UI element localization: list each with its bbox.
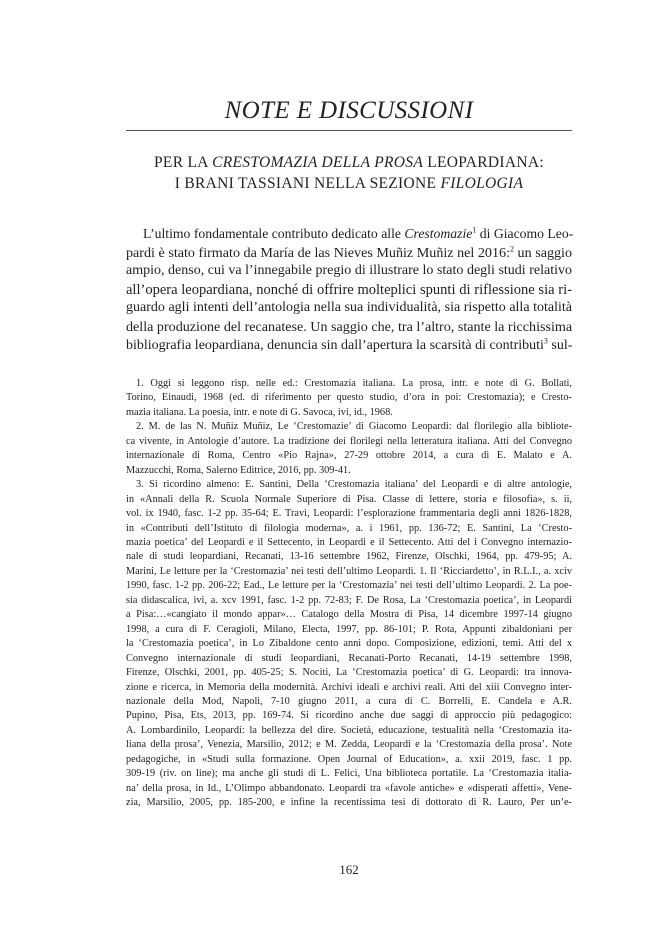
text-run-italic: Crestomazie — [404, 226, 473, 241]
footnote-line: mazia poetica’ del Leopardi e il Settecento, in Leopardi e il Settecento. Atti del i Convegno internazio- — [126, 536, 572, 548]
footnote-line: nazionale della Mod, Napoli, 7-10 giugno 2011, a cura di C. Borrelli, E. Candela e A.R. — [126, 695, 572, 707]
footnote-line: 1998, a cura di F. Ceragioli, Milano, Electa, 1997, pp. 86-101; P. Rota, Appunti zibaldoniani per — [126, 623, 572, 635]
page-number: 162 — [339, 862, 359, 877]
article-title-text: I BRANI TASSIANI NELLA SEZIONE — [174, 175, 441, 192]
body-line — [126, 244, 572, 263]
title-rule — [126, 130, 572, 131]
text-run: un saggio — [514, 244, 573, 261]
footnote-line: Firenze, Olschki, 2001, pp. 405-25; S. Nociti, La ‘Crestomazia poetica’ di G. Leopardi: tra innova- — [126, 667, 572, 679]
body-line: ampio, denso, cui va l’innegabile pregio di illustrare lo stato degli studi relativo — [126, 263, 572, 279]
article-title-italic: FILOLOGIA — [440, 175, 524, 192]
footnote-ref: 1 — [472, 225, 477, 235]
footnote-line: mazia italiana. La poesia, intr. e note di G. Savoca, ivi, id., 1968. — [126, 406, 393, 418]
section-title: NOTE E DISCUSSIONI — [224, 97, 474, 124]
article-title — [126, 152, 572, 194]
article-title-text: LEOPARDIANA: — [423, 154, 544, 171]
footnote-line: nale di studi leopardiani, Recanati, 13-16 settembre 1962, Firenze, Olschki, 1964, pp. 479-95; A. — [126, 551, 572, 563]
footnote-line: Pupino, Pisa, Ets, 2013, pp. 169-74. Si ricordino anche due saggi di approccio più pedagogico: — [126, 710, 572, 722]
footnote-line: 3. Si ricordino almeno: E. Santini, Della ‘Crestomazia italiana’ del Leopardi e di altre antologie, — [136, 479, 572, 491]
text-run: sul- — [547, 337, 573, 353]
body-line: guardo agli intenti dell’antologia nella sua individualità, sia rispetto alla totalità — [126, 300, 572, 316]
footnote-line: la ‘Crestomazia poetica’, in Lo Zibaldone cento anni dopo. Composizione, edizioni, temi. Atti del x — [126, 638, 572, 650]
footnote-line: zia, Marsilio, 2005, pp. 185-200, e infine la recentissima tesi di dottorato di R. Lauro, Per un’e- — [126, 797, 572, 809]
footnote-ref: 3 — [543, 335, 548, 345]
footnotes — [126, 377, 572, 811]
article-title-italic: CRESTOMAZIA DELLA PROSA — [212, 154, 424, 171]
body-line — [126, 225, 572, 244]
footnote-line: 1990, fasc. 1-2 pp. 206-22; Ead., Le letture per la ‘Crestomazia’ nei testi dell’ultimo Leopardi. 2. La poe- — [126, 580, 572, 592]
article-title-line-1 — [126, 152, 572, 173]
article-title-line-2 — [126, 173, 572, 194]
footnote-line: in «Contributi dell’Istituto di filologia moderna», a. i 1961, pp. 136-72; E. Santini, La ‘Cresto- — [126, 522, 572, 534]
footnote-line: Convegno internazionale di studi leopardiani, Recanati-Porto Recanati, 14-19 settembre 1998, — [126, 652, 572, 664]
footnote-line: 1. Oggi si leggono risp. nelle ed.: Crestomazia italiana. La prosa, intr. e note di G. Bollati, — [136, 378, 572, 389]
text-run: bibliografia leopardiana, denuncia sin dall’apertura la scarsità di contributi — [126, 337, 544, 353]
footnote-line: zione e ricerca, in Memoria della modernità. Archivi ideali e archivi reali. Atti del xiii Convegno inter- — [126, 681, 572, 693]
footnote-line: in «Annali della R. Scuola Normale Superiore di Pisa. Classe di lettere, storia e filosofia», s. ii, — [126, 493, 572, 505]
footnote-line: Torino, Einaudi, 1968 (ed. di riferimento per questo studio, d’ora in poi: Crestomazia); e Cresto- — [126, 392, 572, 404]
footnote-line: vol. ix 1940, fasc. 1-2 pp. 35-64; E. Travi, Leopardi: l’esplorazione frammentaria degli anni 1826-1828, — [126, 508, 572, 520]
text-run: pardi è stato firmato da María de las Nieves Muñiz Muñiz nel 2016: — [126, 244, 510, 261]
footnote-line: pedagogiche, in «Studi sulla formazione. Open Journal of Education», a. xxii 2019, fasc. 1 pp. — [126, 753, 572, 765]
footnote-line: internazionale di Roma, Centro «Pio Rajna», 27-29 ottobre 2014, a cura di E. Malato e A. — [126, 450, 572, 462]
footnote-line: 2. M. de las N. Muñiz Muñiz, Le ‘Crestomazie’ di Giacomo Leopardi: dal florilegio alla bibliote- — [136, 421, 572, 433]
footnote-line: liana della prosa’, Venezia, Marsilio, 2012; e M. Zedda, Leopardi e la ‘Crestomazia della prosa’. Note — [126, 739, 572, 751]
body-line: della produzione del recanatese. Un saggio che, tra l’altro, stante la ricchissima — [126, 318, 573, 335]
footnote-line: 309-19 (riv. on line); ma anche gli studi di L. Felici, Una biblioteca portatile. La ‘Crestomazia italia- — [126, 768, 572, 780]
footnote-ref: 2 — [510, 243, 514, 253]
article-title-text: PER LA — [154, 154, 213, 171]
footnote-line: Mazzucchi, Roma, Salerno Editrice, 2016, pp. 309-41. — [126, 464, 351, 476]
text-run: L’ultimo fondamentale contributo dedicato alle — [143, 226, 405, 241]
footnote-line: na’ della prosa, in Id., L’Olimpo abbandonato. Leopardi tra «favole antiche» e «disperati affetti», Vene- — [126, 782, 572, 794]
body-line: all’opera leopardiana, nonché di offrire molteplici spunti di riflessione sia ri- — [126, 281, 572, 298]
footnote-line: A. Lombardinilo, Leopardi: la bellezza del dire. Società, educazione, testualità nella ‘Crestomazia ita- — [126, 724, 572, 736]
body-paragraph — [126, 225, 572, 355]
footnote-line: sia didascalica, ivi, a. xcv 1991, fasc. 1-2 pp. 72-83; F. De Rosa, La ‘Crestomazia poetica’, in Leopardi — [126, 594, 572, 606]
body-line — [126, 337, 572, 356]
footnote-line: Marini, Le letture per la ‘Crestomazia’ nei testi dell’ultimo Leopardi. 1. Il ‘Ricciardetto’, in R.L.I., a. xciv — [126, 565, 572, 577]
text-run: di Giacomo Leo- — [476, 226, 574, 241]
footnote-line: a Pisa:…«cangiato il mondo appar»… Catalogo della Mostra di Pisa, 14 dicembre 1997-14 giugno — [126, 609, 572, 621]
footnote-line: ca vivente, in Antologie d’autore. La tradizione dei florilegi nella letteratura italiana. Atti del Convegno — [126, 435, 572, 447]
